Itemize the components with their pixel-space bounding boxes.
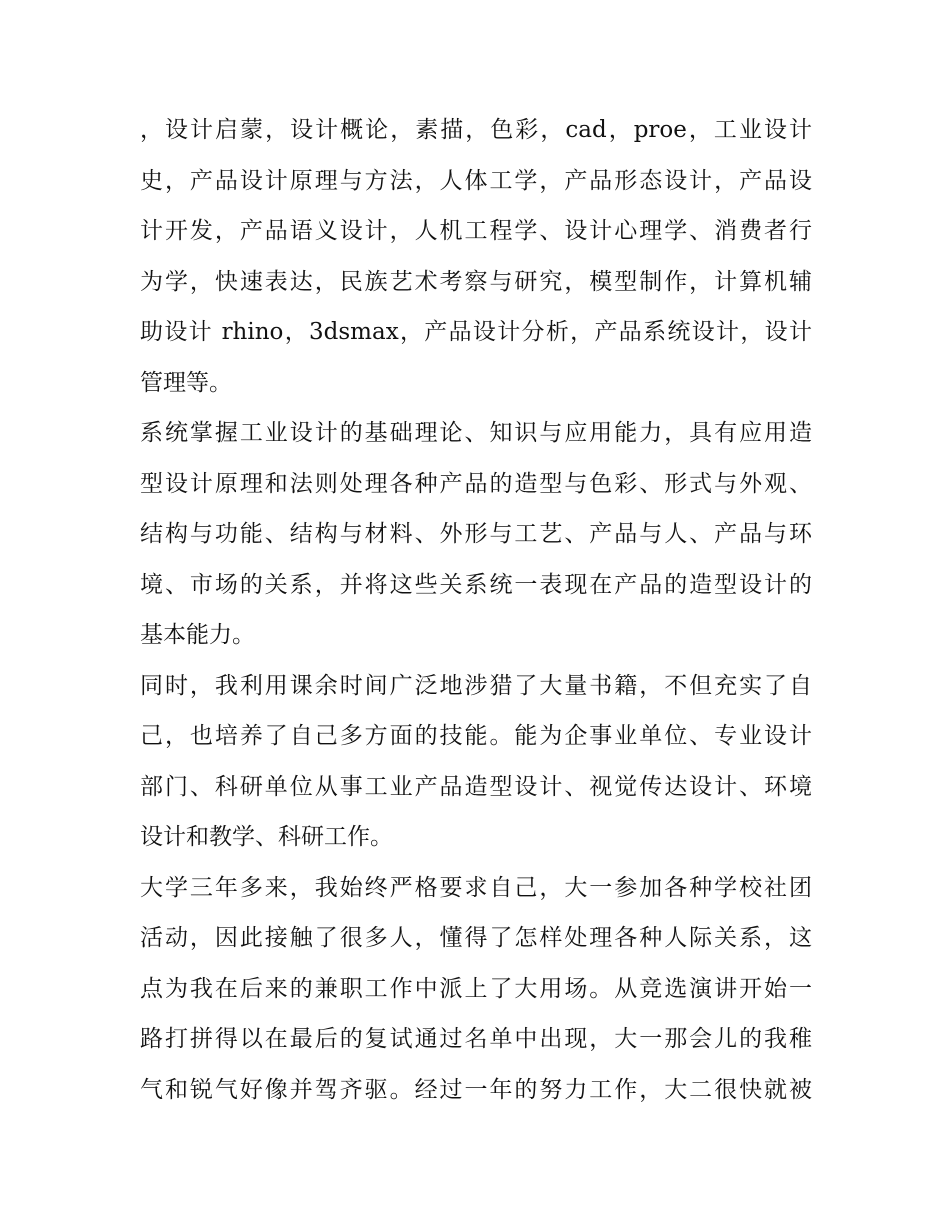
text-line: 大学三年多来，我始终严格要求自己，大一参加各种学校社团 — [140, 874, 812, 901]
text-line: 助设计 rhino，3dsmax，产品设计分析，产品系统设计，设计 — [140, 319, 812, 345]
text-line: 活动，因此接触了很多人，懂得了怎样处理各种人际关系，这 — [140, 925, 812, 951]
paragraph-university-life — [140, 863, 812, 1116]
text-line: 气和锐气好像并驾齐驱。经过一年的努力工作，大二很快就被 — [140, 1076, 812, 1103]
text-line: 系统掌握工业设计的基础理论、知识与应用能力，具有应用造 — [140, 420, 812, 446]
text-line: 点为我在后来的兼职工作中派上了大用场。从竞选演讲开始一 — [140, 975, 812, 1002]
text-line: ，设计启蒙，设计概论，素描，色彩，cad，proe，工业设计 — [140, 117, 812, 143]
paragraph-self-study — [140, 661, 812, 863]
text-line: 己，也培养了自己多方面的技能。能为企事业单位、专业设计 — [140, 723, 812, 749]
text-line: 管理等。 — [140, 369, 232, 396]
document-body — [140, 105, 812, 1115]
text-line: 为学，快速表达，民族艺术考察与研究，模型制作，计算机辅 — [140, 268, 812, 295]
text-line: 史，产品设计原理与方法，人体工学，产品形态设计，产品设 — [140, 167, 812, 194]
text-line: 基本能力。 — [140, 622, 255, 648]
text-line: 型设计原理和法则处理各种产品的造型与色彩、形式与外观、 — [140, 470, 812, 497]
paragraph-course-list — [140, 105, 812, 408]
text-line: 境、市场的关系，并将这些关系统一表现在产品的造型设计的 — [140, 571, 812, 598]
paragraph-skills — [140, 408, 812, 661]
text-line: 设计和教学、科研工作。 — [140, 824, 393, 850]
text-line: 计开发，产品语义设计，人机工程学、设计心理学、消费者行 — [140, 218, 812, 244]
text-line: 路打拼得以在最后的复试通过名单中出现，大一那会儿的我稚 — [140, 1026, 812, 1052]
text-line: 部门、科研单位从事工业产品造型设计、视觉传达设计、环境 — [140, 773, 812, 800]
text-line: 同时，我利用课余时间广泛地涉猎了大量书籍，不但充实了自 — [140, 672, 812, 699]
text-line: 结构与功能、结构与材料、外形与工艺、产品与人、产品与环 — [140, 521, 812, 547]
